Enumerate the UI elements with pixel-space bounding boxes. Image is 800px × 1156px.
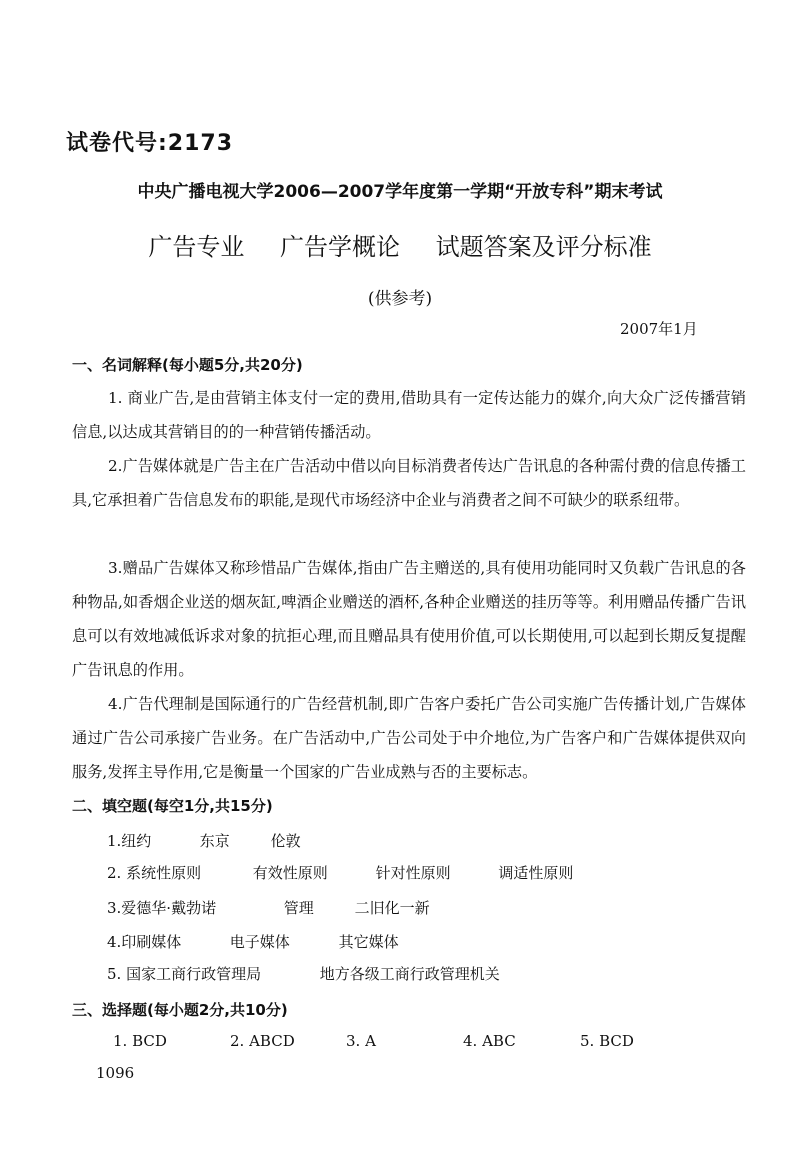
choice-answer-4: 4. ABC [463,1032,516,1050]
doc-type-label: 试题答案及评分标准 [435,233,652,261]
choice-answer-1: 1. BCD [113,1032,167,1050]
section3-heading: 三、选择题(每小题2分,共10分) [72,1001,288,1019]
fill-row-5 [107,963,500,984]
reference-note: (供参考) [367,289,433,309]
exam-date: 2007年1月 [620,320,698,338]
fill-answer: 5. 国家工商行政管理局 [107,965,262,983]
fill-row-2 [107,862,573,883]
definition-item-2: 2.广告媒体就是广告主在广告活动中借以向目标消费者传达广告讯息的各种需付费的信息传播工具,它承担着广告信息发布的职能,是现代市场经济中企业与消费者之间不可缺少的联系纽带。 [72,457,746,509]
fill-answer: 针对性原则 [375,864,451,882]
fill-answer: 4.印刷媒体 [107,933,182,951]
fill-row-4 [107,931,399,952]
fill-answer: 地方各级工商行政管理机关 [319,965,500,983]
fill-answer: 伦敦 [270,832,301,850]
definition-item-4: 4.广告代理制是国际通行的广告经营机制,即广告客户委托广告公司实施广告传播计划,广告媒体通过广告公司承接广告业务。在广告活动中,广告公司处于中介地位,为广告客户和广告媒体提供双向服务,发挥主导作用,它是衡量一个国家的广告业成熟与否的主要标志。 [72,695,746,781]
choice-answer-2: 2. ABCD [230,1032,295,1050]
definition-item-1: 1. 商业广告,是由营销主体支付一定的费用,借助具有一定传达能力的媒介,向大众广泛传播营销信息,以达成其营销目的的一种营销传播活动。 [72,389,746,441]
fill-answer: 2. 系统性原则 [107,864,202,882]
page-number: 1096 [96,1064,135,1082]
paper-code: 试卷代号:2173 [66,131,234,156]
choice-answer-5: 5. BCD [580,1032,634,1050]
section1-heading: 一、名词解释(每小题5分,共20分) [72,356,303,374]
fill-answer: 管理 [283,899,314,917]
fill-row-1 [107,830,301,851]
fill-answer: 电子媒体 [229,933,290,951]
exam-title: 中央广播电视大学2006—2007学年度第一学期“开放专科”期末考试 [137,182,663,202]
choice-answer-3: 3. A [346,1032,376,1050]
course-label: 广告学概论 [280,233,400,261]
definition-item-3: 3.赠品广告媒体又称珍惜品广告媒体,指由广告主赠送的,具有使用功能同时又负载广告讯息的各种物品,如香烟企业送的烟灰缸,啤酒企业赠送的酒杯,各种企业赠送的挂历等等。利用赠品传播广告讯息可以有效地减低诉求对象的抗拒心理,而且赠品具有使用价值,可以长期使用,可以起到长期反复提醒广告讯息的作用。 [72,559,746,679]
fill-answer: 东京 [199,832,230,850]
fill-answer: 有效性原则 [252,864,328,882]
fill-answer: 二旧化一新 [354,899,430,917]
fill-answer: 3.爱德华·戴勃诺 [107,899,217,917]
fill-row-3 [107,897,430,918]
fill-answer: 其它媒体 [338,933,399,951]
fill-answer: 1.纽约 [107,832,152,850]
document-title [0,227,800,262]
major-label: 广告专业 [148,233,245,261]
section2-heading: 二、填空题(每空1分,共15分) [72,797,273,815]
fill-answer: 调适性原则 [498,864,574,882]
